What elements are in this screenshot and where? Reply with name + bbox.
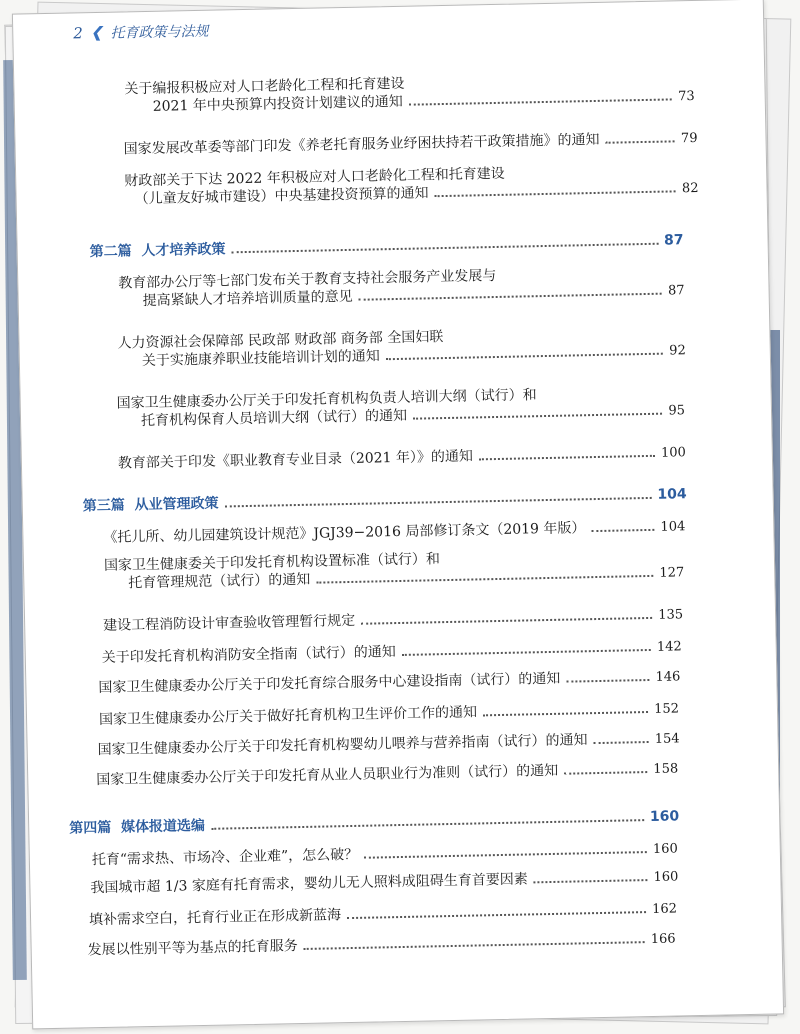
dot-leader bbox=[534, 879, 648, 883]
entry-line: 托育机构保育人员培训大纲（试行）的通知 bbox=[140, 407, 408, 430]
section-title: 第四篇 媒体报道选编 bbox=[69, 817, 206, 837]
entry-line: 关于印发托育机构消防安全指南（试行）的通知 bbox=[101, 644, 396, 666]
entry-line: 2021 年中央预算内投资计划建议的通知 bbox=[152, 93, 403, 115]
page-ref: 166 bbox=[650, 931, 676, 948]
toc-entry[interactable] bbox=[103, 517, 685, 548]
dot-leader bbox=[359, 293, 662, 301]
entry-line: 关于实施康养职业技能培训计划的通知 bbox=[141, 348, 380, 370]
page-number: 2 bbox=[73, 24, 84, 43]
entry-line: 国家卫生健康委办公厅关于做好托育机构卫生评价工作的通知 bbox=[98, 704, 478, 729]
dot-leader bbox=[564, 771, 647, 775]
dot-leader bbox=[386, 353, 663, 361]
page-ref: 160 bbox=[653, 869, 679, 885]
toc-entry[interactable] bbox=[99, 699, 679, 730]
page-ref: 82 bbox=[681, 180, 699, 197]
section-heading[interactable] bbox=[89, 229, 683, 261]
entry-line: 人力资源社会保障部 民政部 财政部 商务部 全国妇联 bbox=[117, 329, 444, 352]
toc-entry[interactable] bbox=[89, 899, 677, 930]
toc-entry[interactable] bbox=[103, 605, 683, 636]
entry-line: 建设工程消防设计审查验收管理暂行规定 bbox=[103, 612, 356, 634]
dot-leader bbox=[347, 911, 646, 919]
dot-leader bbox=[361, 617, 652, 625]
toc-entry[interactable] bbox=[123, 129, 697, 160]
page-ref: 95 bbox=[668, 403, 686, 419]
entry-line: 填补需求空白，托育行业正在形成新蓝海 bbox=[88, 907, 342, 929]
toc-entry[interactable] bbox=[118, 263, 685, 311]
entry-line: 托育“需求热、市场冷、企业难”，怎么破？ bbox=[91, 846, 359, 869]
page-ref: 127 bbox=[659, 565, 685, 581]
entry-line: 提高紧缺人才培养培训质量的意见 bbox=[142, 288, 353, 310]
section-title: 第三篇 从业管理政策 bbox=[82, 495, 219, 515]
dot-leader bbox=[402, 649, 651, 656]
entry-line: 教育部办公厅等七部门发布关于教育支持社会服务产业发展与 bbox=[118, 267, 497, 292]
dot-leader bbox=[591, 529, 654, 532]
toc-entry[interactable] bbox=[118, 443, 686, 473]
entry-line: 国家卫生健康委办公厅关于印发托育机构负责人培训大纲（试行）和 bbox=[116, 387, 537, 412]
dot-leader bbox=[231, 243, 658, 254]
page-ref: 100 bbox=[660, 445, 686, 461]
page-ref: 73 bbox=[677, 88, 695, 105]
section-page: 104 bbox=[657, 486, 687, 503]
dot-leader bbox=[316, 575, 653, 584]
entry-line: （儿童友好城市建设）中央基建投资预算的通知 bbox=[134, 185, 429, 208]
running-header bbox=[73, 21, 209, 44]
dot-leader bbox=[479, 455, 655, 461]
toc-entry[interactable] bbox=[117, 383, 686, 431]
page-ref: 162 bbox=[652, 901, 678, 917]
page-ref: 87 bbox=[667, 283, 685, 299]
toc-entry[interactable] bbox=[90, 867, 678, 898]
chevron-left-icon: ❮ bbox=[90, 24, 103, 42]
page-ref: 142 bbox=[656, 639, 682, 655]
section-page: 160 bbox=[649, 808, 680, 826]
page-ref: 146 bbox=[655, 669, 681, 685]
page-ref: 158 bbox=[653, 761, 679, 777]
dot-leader bbox=[211, 819, 644, 830]
entry-line: 发展以性别平等为基点的托育服务 bbox=[87, 938, 298, 959]
toc-entry[interactable] bbox=[88, 930, 676, 961]
page-ref: 154 bbox=[654, 731, 680, 747]
entry-line: 国家卫生健康委办公厅关于印发托育综合服务中心建设指南（试行）的通知 bbox=[98, 670, 561, 697]
book-title: 托育政策与法规 bbox=[110, 23, 209, 42]
dot-leader bbox=[606, 140, 675, 143]
toc-entry[interactable] bbox=[104, 545, 685, 594]
entry-line: 托育管理规范（试行）的通知 bbox=[128, 571, 311, 592]
entry-line: 国家卫生健康委关于印发托育机构设置标准（试行）和 bbox=[103, 551, 441, 574]
toc-entry[interactable] bbox=[124, 161, 699, 210]
entry-line: 教育部关于印发《职业教育专业目录（2021 年）》的通知 bbox=[117, 448, 474, 472]
toc-entry[interactable] bbox=[102, 637, 682, 668]
page-ref: 104 bbox=[660, 519, 686, 535]
section-heading[interactable] bbox=[69, 805, 679, 837]
section-heading[interactable] bbox=[83, 483, 687, 515]
entry-line: 国家发展改革委等部门印发《养老托育服务业纾困扶持若干政策措施》的通知 bbox=[123, 131, 600, 158]
page-ref: 152 bbox=[653, 701, 680, 717]
entry-line: 关于编报积极应对人口老龄化工程和托育建设 bbox=[124, 75, 405, 98]
toc-entry[interactable] bbox=[97, 729, 679, 760]
toc-page bbox=[12, 0, 784, 1029]
entry-line: 《托儿所、幼儿园建筑设计规范》JGJ39−2016 局部修订条文（2019 年版） bbox=[103, 520, 586, 546]
page-ref: 135 bbox=[658, 607, 684, 623]
section-page: 87 bbox=[663, 232, 684, 249]
dot-leader bbox=[304, 941, 645, 950]
dot-leader bbox=[435, 190, 676, 197]
dot-leader bbox=[413, 413, 662, 420]
entry-line: 国家卫生健康委办公厅关于印发托育从业人员职业行为准则（试行）的通知 bbox=[96, 762, 559, 789]
entry-line: 财政部关于下达 2022 年积极应对人口老龄化工程和托育建设 bbox=[124, 165, 505, 190]
toc-entry[interactable] bbox=[96, 759, 678, 790]
dot-leader bbox=[364, 851, 647, 859]
section-title: 第二篇 人才培养政策 bbox=[89, 241, 226, 261]
toc-entry[interactable] bbox=[98, 667, 680, 698]
entry-line: 国家卫生健康委办公厅关于印发托育机构婴幼儿喂养与营养指南（试行）的通知 bbox=[97, 732, 588, 759]
page-ref: 79 bbox=[680, 130, 698, 147]
dot-leader bbox=[483, 711, 648, 716]
toc-entry[interactable] bbox=[92, 839, 678, 870]
toc-entry[interactable] bbox=[124, 69, 695, 117]
page-ref: 160 bbox=[652, 841, 678, 857]
dot-leader bbox=[566, 679, 649, 683]
entry-line: 我国城市超 1/3 家庭有托育需求，婴幼儿无人照料成阻碍生育首要因素 bbox=[90, 871, 528, 897]
toc-entry[interactable] bbox=[117, 323, 686, 371]
page-ref: 92 bbox=[669, 343, 686, 359]
dot-leader bbox=[409, 98, 672, 105]
dot-leader bbox=[594, 741, 649, 744]
dot-leader bbox=[225, 497, 652, 508]
